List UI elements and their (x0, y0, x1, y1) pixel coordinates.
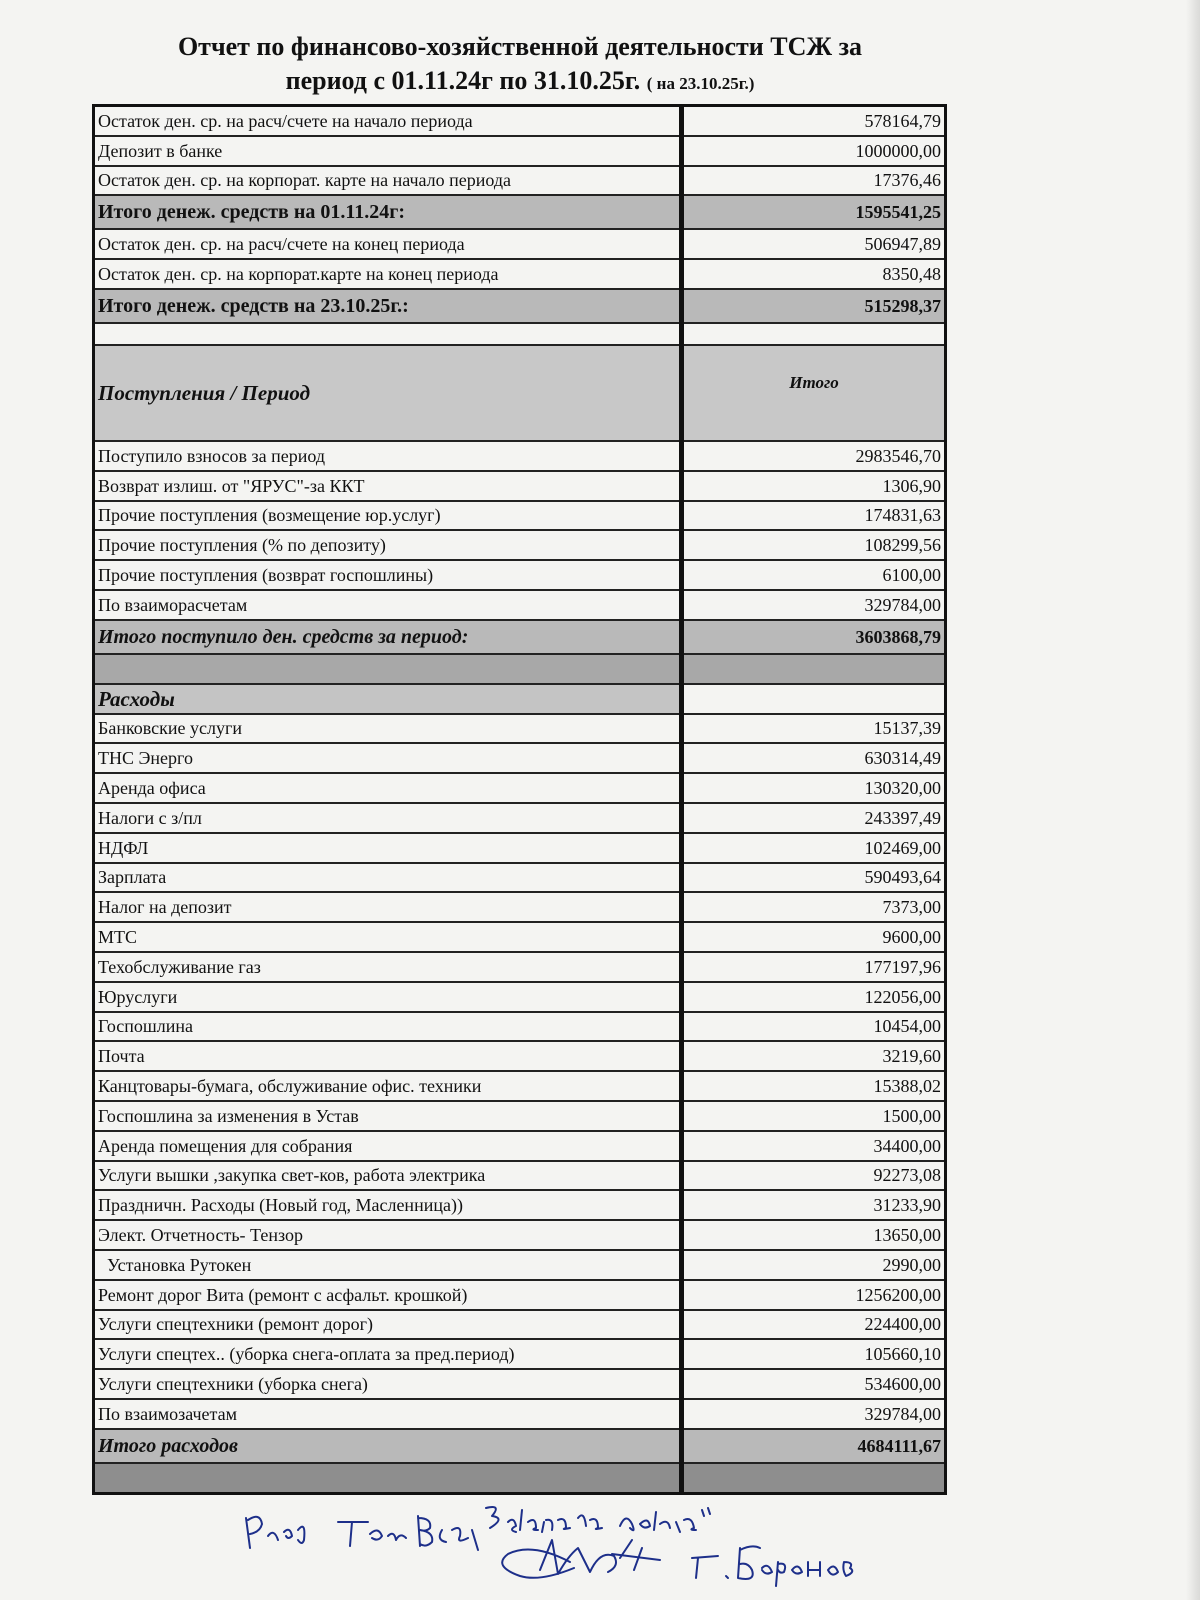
row-label: Остаток ден. ср. на корпорат. карте на начало периода (94, 166, 682, 196)
row-label: МТС (94, 922, 682, 952)
table-row (94, 441, 946, 471)
table-row (94, 982, 946, 1012)
title-line-2 (90, 64, 950, 101)
signature-stroke (246, 1517, 304, 1548)
expenses-header-row (94, 684, 946, 714)
table-row (94, 136, 946, 166)
row-label: Ремонт дорог Вита (ремонт с асфальт. крошкой) (94, 1280, 682, 1310)
table-row (94, 1339, 946, 1369)
row-value: 17376,46 (682, 166, 946, 196)
table-row (94, 229, 946, 259)
signature-stroke (620, 1508, 710, 1532)
table-row (94, 1071, 946, 1101)
table-row (94, 1220, 946, 1250)
total-start-label: Итого денеж. средств на 01.11.24г: (94, 195, 682, 229)
row-value: 329784,00 (682, 590, 946, 620)
table-row (94, 1161, 946, 1191)
row-value: 1256200,00 (682, 1280, 946, 1310)
title-line-1: Отчет по финансово-хозяйственной деятельности ТСЖ за (177, 32, 863, 61)
income-header-total: Итого (682, 345, 946, 441)
row-label: Прочие поступления (возврат госпошлины) (94, 560, 682, 590)
total-expenses-value: 4684111,67 (682, 1429, 946, 1463)
table-row (94, 1041, 946, 1071)
table-row (94, 1369, 946, 1399)
separator-row (94, 654, 946, 684)
row-label: Депозит в банке (94, 136, 682, 166)
row-value: 102469,00 (682, 833, 946, 863)
row-value: 108299,56 (682, 530, 946, 560)
signature-stroke (486, 1507, 602, 1532)
row-value: 2983546,70 (682, 441, 946, 471)
separator-cell (682, 1463, 946, 1494)
report-title (90, 30, 950, 101)
row-label: Услуги спецтехники (уборка снега) (94, 1369, 682, 1399)
row-value: 6100,00 (682, 560, 946, 590)
row-label: Аренда помещения для собрания (94, 1131, 682, 1161)
row-label: Услуги вышки ,закупка свет-ков, работа электрика (94, 1161, 682, 1191)
row-label: Техобслуживание газ (94, 952, 682, 982)
row-value: 243397,49 (682, 803, 946, 833)
table-row (94, 590, 946, 620)
row-label: Остаток ден. ср. на корпорат.карте на конец периода (94, 259, 682, 289)
row-label: Остаток ден. ср. на расч/счете на начало периода (94, 106, 682, 136)
row-value: 8350,48 (682, 259, 946, 289)
row-label: По взаиморасчетам (94, 590, 682, 620)
row-value: 130320,00 (682, 773, 946, 803)
row-value: 2990,00 (682, 1250, 946, 1280)
row-label: НДФЛ (94, 833, 682, 863)
row-label: Аренда офиса (94, 773, 682, 803)
table-row (94, 106, 946, 136)
table-row (94, 743, 946, 773)
total-end-value: 515298,37 (682, 289, 946, 323)
signature-stroke (418, 1516, 478, 1550)
row-value: 590493,64 (682, 863, 946, 893)
row-value: 506947,89 (682, 229, 946, 259)
report-table (92, 104, 947, 1495)
table-row (94, 1101, 946, 1131)
table-row (94, 1131, 946, 1161)
table-row (94, 922, 946, 952)
row-value: 3219,60 (682, 1041, 946, 1071)
table-row (94, 714, 946, 744)
row-label: Праздничн. Расходы (Новый год, Масленница)) (94, 1190, 682, 1220)
signature-stroke (692, 1556, 728, 1578)
table-row (94, 1280, 946, 1310)
row-label: Налог на депозит (94, 892, 682, 922)
expenses-header-empty (682, 684, 946, 714)
table-row (94, 259, 946, 289)
row-value: 13650,00 (682, 1220, 946, 1250)
total-expenses-label: Итого расходов (94, 1429, 682, 1463)
income-header-label: Поступления / Период (94, 345, 682, 441)
row-value: 105660,10 (682, 1339, 946, 1369)
separator-cell (94, 1463, 682, 1494)
row-label: Поступило взносов за период (94, 441, 682, 471)
row-value: 174831,63 (682, 501, 946, 531)
row-label: Элект. Отчетность- Тензор (94, 1220, 682, 1250)
bottom-separator-row (94, 1463, 946, 1494)
table-row (94, 863, 946, 893)
row-value: 224400,00 (682, 1310, 946, 1340)
row-value: 34400,00 (682, 1131, 946, 1161)
income-header-row (94, 345, 946, 441)
blank-cell (94, 323, 682, 345)
row-value: 534600,00 (682, 1369, 946, 1399)
page-edge-shadow (1186, 0, 1200, 1600)
separator-cell (682, 654, 946, 684)
total-expenses-row (94, 1429, 946, 1463)
row-label: Услуги спецтехники (ремонт дорог) (94, 1310, 682, 1340)
table-row (94, 471, 946, 501)
row-label: По взаимозачетам (94, 1399, 682, 1429)
table-row (94, 501, 946, 531)
row-label: Канцтовары-бумага, обслуживание офис. техники (94, 1071, 682, 1101)
row-value: 92273,08 (682, 1161, 946, 1191)
row-label: Услуги спецтех.. (уборка снега-оплата за пред.период) (94, 1339, 682, 1369)
separator-cell (94, 654, 682, 684)
total-end-row (94, 289, 946, 323)
row-label: Госпошлина (94, 1012, 682, 1042)
total-start-row (94, 195, 946, 229)
table-row (94, 530, 946, 560)
row-value: 177197,96 (682, 952, 946, 982)
row-label: Банковские услуги (94, 714, 682, 744)
row-label: ТНС Энерго (94, 743, 682, 773)
total-income-label: Итого поступило ден. средств за период: (94, 620, 682, 654)
signature-stroke (502, 1540, 660, 1578)
row-value: 1306,90 (682, 471, 946, 501)
row-label: Почта (94, 1041, 682, 1071)
expenses-header-label: Расходы (94, 684, 682, 714)
table-row (94, 1012, 946, 1042)
signature-stroke (338, 1522, 406, 1546)
total-end-label: Итого денеж. средств на 23.10.25г.: (94, 289, 682, 323)
title-date-note: ( на 23.10.25г.) (646, 74, 755, 93)
table-row (94, 560, 946, 590)
row-label: Установка Рутокен (94, 1250, 682, 1280)
row-value: 9600,00 (682, 922, 946, 952)
handwritten-signature (240, 1500, 880, 1590)
row-label: Юруслуги (94, 982, 682, 1012)
table-row (94, 773, 946, 803)
row-label: Налоги с з/пл (94, 803, 682, 833)
row-value: 15388,02 (682, 1071, 946, 1101)
row-value: 7373,00 (682, 892, 946, 922)
row-value: 1500,00 (682, 1101, 946, 1131)
total-income-row (94, 620, 946, 654)
row-value: 15137,39 (682, 714, 946, 744)
blank-row (94, 323, 946, 345)
table-row (94, 1250, 946, 1280)
row-label: Зарплата (94, 863, 682, 893)
table-row (94, 1190, 946, 1220)
total-start-value: 1595541,25 (682, 195, 946, 229)
row-label: Прочие поступления (возмещение юр.услуг) (94, 501, 682, 531)
row-value: 630314,49 (682, 743, 946, 773)
row-label: Возврат излиш. от "ЯРУС"-за ККТ (94, 471, 682, 501)
table-row (94, 1310, 946, 1340)
table-row (94, 952, 946, 982)
row-label: Прочие поступления (% по депозиту) (94, 530, 682, 560)
row-label: Остаток ден. ср. на расч/счете на конец периода (94, 229, 682, 259)
blank-cell (682, 323, 946, 345)
row-value: 10454,00 (682, 1012, 946, 1042)
row-value: 31233,90 (682, 1190, 946, 1220)
total-income-value: 3603868,79 (682, 620, 946, 654)
table-row (94, 833, 946, 863)
row-value: 329784,00 (682, 1399, 946, 1429)
table-row (94, 803, 946, 833)
row-value: 1000000,00 (682, 136, 946, 166)
table-row (94, 892, 946, 922)
title-period: период с 01.11.24г по 31.10.25г. (285, 66, 641, 95)
signature-stroke (738, 1546, 852, 1586)
row-value: 122056,00 (682, 982, 946, 1012)
row-label: Госпошлина за изменения в Устав (94, 1101, 682, 1131)
table-row (94, 1399, 946, 1429)
row-value: 578164,79 (682, 106, 946, 136)
table-row (94, 166, 946, 196)
